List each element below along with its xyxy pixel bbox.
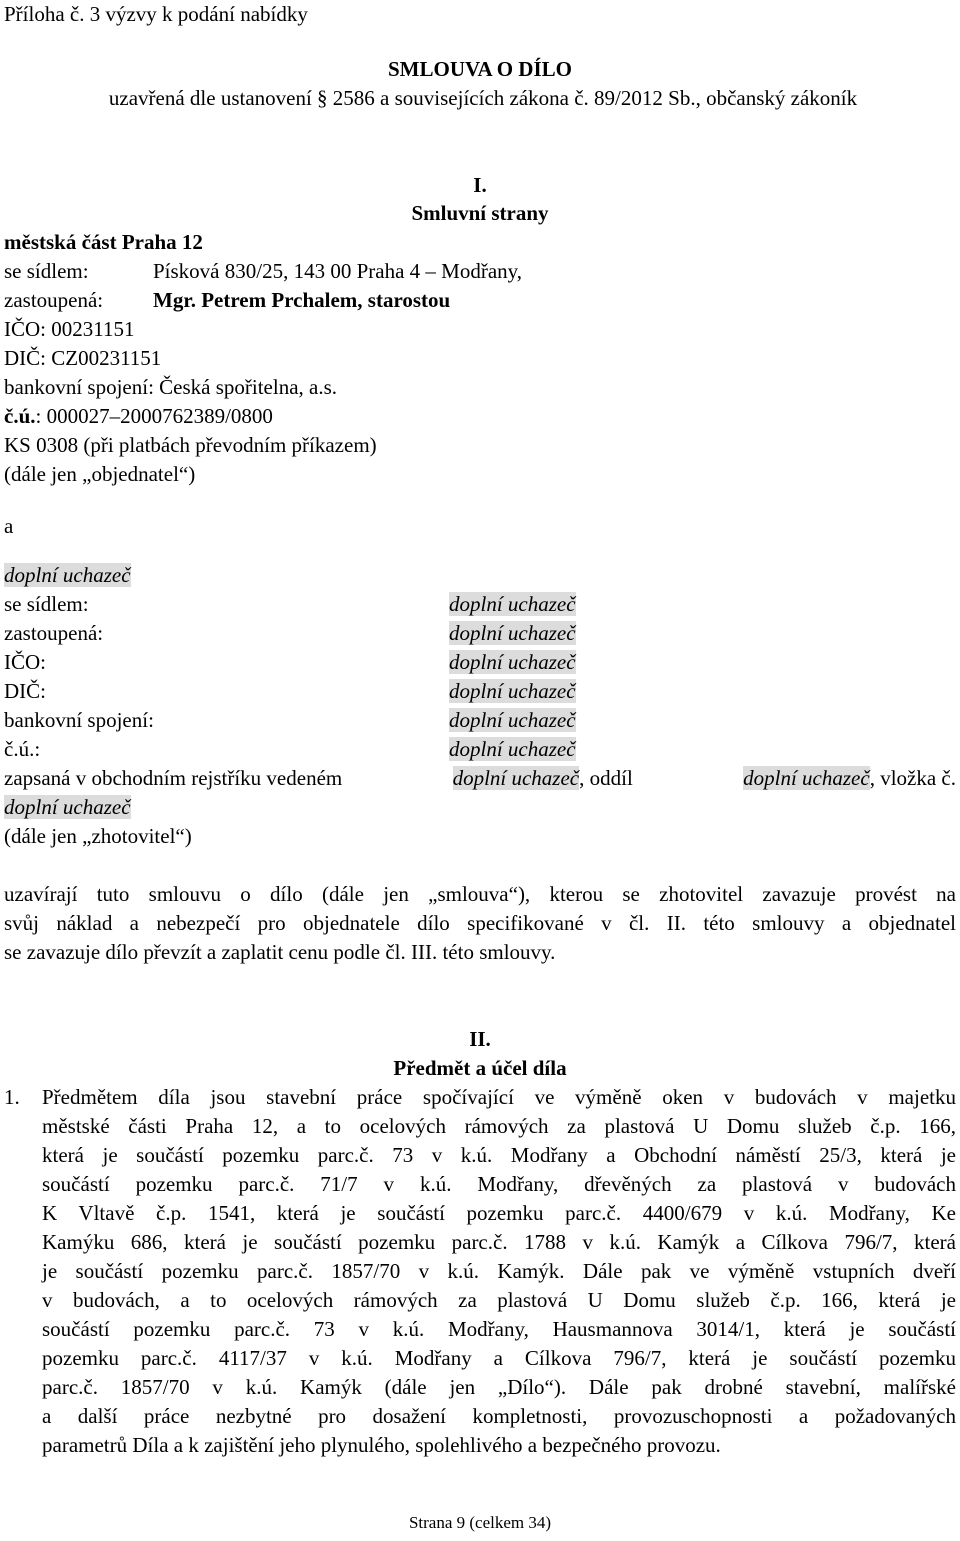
- item-1-line: a další práce nezbytné pro dosažení kompletnosti, provozuschopnosti a požadovaných: [42, 1404, 956, 1428]
- item-1-line: Předmětem díla jsou stavební práce spočívající ve výměně oken v budovách v majetku: [42, 1085, 956, 1109]
- client-ks: KS 0308 (při platbách převodním příkazem): [4, 433, 377, 457]
- conjunction: a: [4, 514, 14, 538]
- contractor-insert-placeholder: doplní uchazeč: [4, 795, 131, 819]
- item-1-line: parametrů Díla a k zajištění jeho plynulého, spolehlivého a bezpečného provozu.: [42, 1433, 721, 1457]
- contractor-dic-label: DIČ:: [4, 679, 46, 703]
- contract-title: SMLOUVA O DÍLO: [388, 57, 572, 81]
- contractor-bank-label: bankovní spojení:: [4, 708, 154, 732]
- client-name: městská část Praha 12: [4, 230, 203, 254]
- page-number: Strana 9 (celkem 34): [408, 1513, 552, 1532]
- client-bank: bankovní spojení: Česká spořitelna, a.s.: [4, 375, 338, 399]
- item-1-line: Kamýku 686, která je součástí pozemku parc.č. 1788 v k.ú. Kamýk a Cílkova 796/7, která: [42, 1230, 956, 1254]
- client-ico: IČO: 00231151: [4, 317, 135, 341]
- contractor-account-placeholder: doplní uchazeč: [449, 737, 576, 761]
- item-1-line: součástí pozemku parc.č. 71/7 v k.ú. Modřany, dřevěných za plastová v budovách: [42, 1172, 956, 1196]
- item-1-line: městské části Praha 12, a to ocelových rámových za plastová U Domu služeb č.p. 166,: [42, 1114, 956, 1138]
- item-1-line: je součástí pozemku parc.č. 1857/70 v k.ú. Kamýk. Dále pak ve výměně vstupních dveří: [42, 1259, 956, 1283]
- section-1-heading: Smluvní strany: [411, 201, 549, 225]
- contractor-account-label: č.ú.:: [4, 737, 41, 761]
- client-alias: (dále jen „objednatel“): [4, 462, 196, 486]
- intro-line-3: se zavazuje dílo převzít a zaplatit cenu podle čl. III. této smlouvy.: [4, 940, 556, 964]
- contract-subtitle: uzavřená dle ustanovení § 2586 a souvisejících zákona č. 89/2012 Sb., občanský zákoník: [108, 86, 858, 110]
- section-1-number: I.: [473, 173, 487, 197]
- item-1-line: parc.č. 1857/70 v k.ú. Kamýk (dále jen „Dílo“). Dále pak drobné stavební, malířské: [42, 1375, 956, 1399]
- intro-line-2: svůj náklad a nebezpečí pro objednatele dílo specifikované v čl. II. této smlouvy a objednatel: [4, 911, 956, 935]
- item-1-paragraph: [42, 1083, 956, 1460]
- contractor-bank-placeholder: doplní uchazeč: [449, 708, 576, 732]
- annex-label: Příloha č. 3 výzvy k podání nabídky: [4, 2, 308, 26]
- contractor-register-text: zapsaná v obchodním rejstříku vedeném: [4, 766, 343, 790]
- contractor-seat-placeholder: doplní uchazeč: [449, 592, 576, 616]
- contractor-name-placeholder: doplní uchazeč: [4, 563, 131, 587]
- contractor-rep-label: zastoupená:: [4, 621, 104, 645]
- client-account-prefix: č.ú.: [4, 404, 36, 428]
- contractor-alias: (dále jen „zhotovitel“): [4, 824, 192, 848]
- contractor-register-placeholder: doplní uchazeč: [452, 766, 580, 790]
- client-rep-label: zastoupená:: [4, 288, 104, 312]
- contractor-seat-label: se sídlem:: [4, 592, 89, 616]
- client-seat-label: se sídlem:: [4, 259, 89, 283]
- contractor-ico-placeholder: doplní uchazeč: [449, 650, 576, 674]
- item-1-number: 1.: [4, 1085, 20, 1109]
- client-seat-value: Písková 830/25, 143 00 Praha 4 – Modřany,: [153, 259, 523, 283]
- section-2-heading: Předmět a účel díla: [393, 1056, 567, 1080]
- item-1-line: K Vltavě č.p. 1541, která je součástí pozemku parc.č. 4400/679 v k.ú. Modřany, Ke: [42, 1201, 956, 1225]
- contractor-insert-label: , vložka č.: [869, 766, 956, 790]
- client-account: [4, 402, 273, 431]
- item-1-line: součástí pozemku parc.č. 73 v k.ú. Modřany, Hausmannova 3014/1, která je součástí: [42, 1317, 956, 1341]
- contractor-section-placeholder: doplní uchazeč: [743, 766, 870, 790]
- contractor-ico-label: IČO:: [4, 650, 46, 674]
- section-2-number: II.: [469, 1027, 491, 1051]
- contractor-register-line: [4, 764, 956, 793]
- client-dic: DIČ: CZ00231151: [4, 346, 162, 370]
- item-1-line: která je součástí pozemku parc.č. 73 v k.ú. Modřany a Obchodní náměstí 25/3, která je: [42, 1143, 956, 1167]
- contractor-section-label: , oddíl: [579, 766, 633, 790]
- contractor-dic-placeholder: doplní uchazeč: [449, 679, 576, 703]
- client-account-number: : 000027–2000762389/0800: [35, 404, 273, 428]
- item-1-line: pozemku parc.č. 4117/37 v k.ú. Modřany a Cílkova 796/7, která je součástí pozemku: [42, 1346, 956, 1370]
- contractor-rep-placeholder: doplní uchazeč: [449, 621, 576, 645]
- client-rep-value: Mgr. Petrem Prchalem, starostou: [153, 288, 451, 312]
- intro-line-1: uzavírají tuto smlouvu o dílo (dále jen „smlouva“), kterou se zhotovitel zavazuje provést na: [4, 882, 956, 906]
- item-1-line: v budovách, a to ocelových rámových za plastová U Domu služeb č.p. 166, která je: [42, 1288, 956, 1312]
